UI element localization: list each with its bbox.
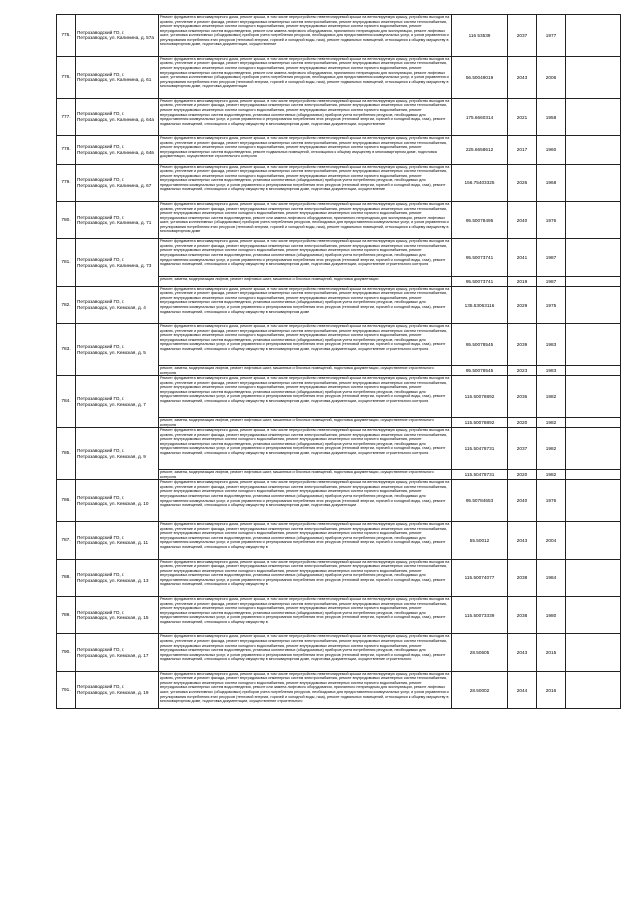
row-number: 778. [57, 136, 76, 164]
house-address: Петрозаводский ГО, г. Петрозаводск, ул. Калинина, д. 73 [76, 239, 159, 286]
planned-year: 2043 [508, 56, 537, 98]
cost-value: 56.50049019 [452, 56, 508, 98]
row-number: 784. [57, 376, 76, 428]
works-list [159, 634, 452, 671]
planned-year: 2043 [508, 634, 537, 671]
planned-year: 2041 [508, 239, 537, 276]
table-row [57, 376, 621, 418]
cost-value: 115.50478731 [452, 428, 508, 470]
planned-year: 2017 [508, 136, 537, 164]
works-list [159, 522, 452, 559]
table-row [57, 286, 621, 323]
planned-year: 2021 [508, 98, 537, 135]
works-list [159, 164, 452, 201]
planned-year: 2038 [508, 597, 537, 634]
house-address: Петрозаводский ГО, г. Петрозаводск, ул. Кемская, д. 17 [76, 634, 159, 671]
build-year: 1976 [537, 201, 566, 238]
planned-year: 2039 [508, 324, 537, 366]
empty-cell [566, 324, 621, 366]
house-address: Петрозаводский ГО, г. Петрозаводск, ул. Калинина, д. 64а [76, 98, 159, 135]
house-address: Петрозаводский ГО, г. Петрозаводск, ул. Калинина, д. 64в [76, 136, 159, 164]
works-list-text: Ремонт фундамента многоквартирного дома, ремонт крыши, в том числе переустройство невентилируемой крыши на вентилируемую крышу, устройство выходов на кровлю, утепление и ремонт фасада, ремонт внутридомовых инженерных систем электроснабжения, ремонт внутридомовых инженерных систем теплоснабжения, ремонт внутридомовых инженерных систем холодного водоснабжения, ремонт внутридомовых инженерных систем горячего водоснабжения, ремонт внутридомовых инженерных систем водоотведения, ремонт или замена лифтового оборудования, признанного непригодным для эксплуатации, ремонт лифтовых шахт, установка коллективных (общедомовых) приборов учета потребления ресурсов, необходимых для предоставления коммунальных услуг, и узлов управления и регулирования потребления этих ресурсов (тепловой энергии, горячей и холодной воды, газа), ремонт подвальных помещений, относящихся к общему имуществу в многоквартирном доме, подготовка документации [160, 56, 450, 89]
build-year: 1977 [537, 15, 566, 57]
works-list-lift-text: ремонт, замена, модернизация лифтов, ремонт лифтовых шахт, машинных и блочных помещений, подготовка документации [160, 276, 379, 281]
row-number: 780. [57, 201, 76, 238]
build-year: 1975 [537, 286, 566, 323]
works-list-text: Ремонт фундамента многоквартирного дома, ремонт крыши, в том числе переустройство невентилируемой крыши на вентилируемую крышу, устройство выходов на кровлю, утепление и ремонт фасада, ремонт внутридомовых инженерных систем электроснабжения, ремонт внутридомовых инженерных систем теплоснабжения, ремонт внутридомовых инженерных систем холодного водоснабжения, ремонт внутридомовых инженерных систем горячего водоснабжения, ремонт внутридомовых инженерных систем водоотведения, установка коллективных (общедомовых) приборов учета потребления ресурсов, необходимых для предоставления коммунальных услуг, и узлов управления и регулирования потребления этих ресурсов (тепловой энергии, горячей и холодной воды, газа), ремонт подвальных помещений, относящихся к общему имуществу в многоквартирном доме, подготовка документации, осуществление строительного контроля [160, 239, 450, 267]
planned-year: 2023 [508, 366, 537, 376]
row-number: 785. [57, 428, 76, 480]
planned-year: 2044 [508, 671, 537, 708]
build-year: 1984 [537, 559, 566, 596]
row-number: 783. [57, 324, 76, 376]
house-address: Петрозаводский ГО, г. Петрозаводск, ул. Кемская, д. 5 [76, 324, 159, 376]
row-number: 782. [57, 286, 76, 323]
empty-cell [566, 366, 621, 376]
works-list-text: Ремонт фундамента многоквартирного дома, ремонт крыши, в том числе переустройство невентилируемой крыши на вентилируемую крышу, устройство выходов на кровлю, утепление и ремонт фасада, ремонт внутридомовых инженерных систем электроснабжения, ремонт внутридомовых инженерных систем теплоснабжения, ремонт внутридомовых инженерных систем холодного водоснабжения, ремонт внутридомовых инженерных систем горячего водоснабжения, ремонт внутридомовых инженерных систем водоотведения, ремонт или замена лифтового оборудования, признанного непригодным для эксплуатации, ремонт лифтовых шахт, установка коллективных (общедомовых) приборов учета потребления ресурсов, необходимых для предоставления коммунальных услуг, и узлов управления и регулирования потребления этих ресурсов (тепловой энергии, горячей и холодной воды, газа), ремонт подвальных помещений, относящихся к общему имуществу в многоквартирном доме, подготовка документации, осуществление строительного [160, 671, 450, 704]
table-row [57, 634, 621, 671]
empty-cell [566, 428, 621, 470]
planned-year: 2038 [508, 559, 537, 596]
table-row [57, 324, 621, 366]
build-year: 1958 [537, 98, 566, 135]
works-list [159, 597, 452, 634]
works-list-text: Ремонт фундамента многоквартирного дома, ремонт крыши, в том числе переустройство невентилируемой крыши на вентилируемую крышу, устройство выходов на кровлю, утепление и ремонт фасада, ремонт внутридомовых инженерных систем электроснабжения, ремонт внутридомовых инженерных систем теплоснабжения, ремонт внутридомовых инженерных систем холодного водоснабжения, ремонт внутридомовых инженерных систем горячего водоснабжения, ремонт внутридомовых инженерных систем водоотведения, установка коллективных (общедомовых) приборов учета потребления ресурсов, необходимых для предоставления коммунальных услуг, и узлов управления и регулирования потребления этих ресурсов (тепловой энергии, горячей и холодной воды, газа), ремонт подвальных помещений, относящихся к общему имуществу в [160, 597, 450, 624]
works-list [159, 671, 452, 708]
cost-value: 95.50073741 [452, 239, 508, 276]
build-year: 1982 [537, 376, 566, 418]
row-number: 791. [57, 671, 76, 708]
planned-year: 2037 [508, 15, 537, 57]
planned-year: 2043 [508, 522, 537, 559]
works-list-lift [159, 366, 452, 376]
works-list-text: Ремонт фундамента многоквартирного дома, ремонт крыши, в том числе переустройство невентилируемой крыши на вентилируемую крышу, устройство выходов на кровлю, утепление и ремонт фасада, ремонт внутридомовых инженерных систем электроснабжения, ремонт внутридомовых инженерных систем теплоснабжения, ремонт внутридомовых инженерных систем холодного водоснабжения, ремонт внутридомовых инженерных систем горячего водоснабжения, ремонт внутридомовых инженерных систем водоотведения, установка коллективных (общедомовых) приборов учета потребления ресурсов, необходимых для предоставления коммунальных услуг, и узлов управления и регулирования потребления этих ресурсов (тепловой энергии, горячей и холодной воды, газа), ремонт подвальных помещений, относящихся к общему имуществу в многоквартирном доме [160, 286, 450, 314]
house-address: Петрозаводский ГО, г. Петрозаводск, ул. Кемская, д. 9 [76, 428, 159, 480]
row-number: 781. [57, 239, 76, 286]
works-list-text: Ремонт фундамента многоквартирного дома, ремонт крыши, в том числе переустройство невентилируемой крыши на вентилируемую крышу, устройство выходов на кровлю, утепление и ремонт фасада, ремонт внутридомовых инженерных систем электроснабжения, ремонт внутридомовых инженерных систем теплоснабжения, ремонт внутридомовых инженерных систем холодного водоснабжения, ремонт внутридомовых инженерных систем горячего водоснабжения, ремонт внутридомовых инженерных систем водоотведения, ремонт подвальных помещений, относящихся к общему имуществу в многоквартирном доме, подготовка документации, осуществление строительного контроля [160, 136, 450, 159]
build-year: 1976 [537, 480, 566, 522]
empty-cell [566, 671, 621, 708]
row-number: 776. [57, 56, 76, 98]
build-year: 1960 [537, 136, 566, 164]
table-row [57, 98, 621, 135]
cost-value: 55.50012 [452, 522, 508, 559]
table-row [57, 201, 621, 238]
works-list-text: Ремонт фундамента многоквартирного дома, ремонт крыши, в том числе переустройство невентилируемой крыши на вентилируемую крышу, устройство выходов на кровлю, утепление и ремонт фасада, ремонт внутридомовых инженерных систем электроснабжения, ремонт внутридомовых инженерных систем теплоснабжения, ремонт внутридомовых инженерных систем холодного водоснабжения, ремонт внутридомовых инженерных систем горячего водоснабжения, ремонт внутридомовых инженерных систем водоотведения, установка коллективных (общедомовых) приборов учета потребления ресурсов, необходимых для предоставления коммунальных услуг, и узлов управления и регулирования потребления этих ресурсов (тепловой энергии, горячей и холодной воды, газа), ремонт подвальных помещений, относящихся к общему имуществу в многоквартирном доме, подготовка документации, осуществление строительного контроля [160, 376, 450, 403]
planned-year: 2019 [508, 276, 537, 286]
table-row [57, 164, 621, 201]
table-row [57, 597, 621, 634]
empty-cell [566, 522, 621, 559]
row-number: 775. [57, 15, 76, 57]
build-year: 2006 [537, 56, 566, 98]
build-year: 1980 [537, 597, 566, 634]
works-list [159, 559, 452, 596]
works-list [159, 15, 452, 57]
build-year: 1987 [537, 276, 566, 286]
cost-value: 28.50605 [452, 634, 508, 671]
cost-value: 156.75403325 [452, 164, 508, 201]
empty-cell [566, 239, 621, 276]
cost-value: 225.6658612 [452, 136, 508, 164]
house-address: Петрозаводский ГО, г. Петрозаводск, ул. Кемская, д. 10 [76, 480, 159, 522]
planned-year: 2040 [508, 480, 537, 522]
empty-cell [566, 15, 621, 57]
empty-cell [566, 559, 621, 596]
works-list [159, 376, 452, 418]
works-list-text: Ремонт фундамента многоквартирного дома, ремонт крыши, в том числе переустройство невентилируемой крыши на вентилируемую крышу, устройство выходов на кровлю, утепление и ремонт фасада, ремонт внутридомовых инженерных систем электроснабжения, ремонт внутридомовых инженерных систем теплоснабжения, ремонт внутридомовых инженерных систем холодного водоснабжения, ремонт внутридомовых инженерных систем горячего водоснабжения, ремонт внутридомовых инженерных систем водоотведения, установка коллективных (общедомовых) приборов учета потребления ресурсов, необходимых для предоставления коммунальных услуг, и узлов управления и регулирования потребления этих ресурсов (тепловой энергии, горячей и холодной воды, газа), ремонт подвальных помещений, относящихся к общему имуществу в многоквартирном доме, подготовка документации [160, 480, 450, 508]
empty-cell [566, 634, 621, 671]
cost-value: 95.50073741 [452, 276, 508, 286]
build-year: 2015 [537, 634, 566, 671]
empty-cell [566, 470, 621, 480]
build-year: 1968 [537, 164, 566, 201]
row-number: 787. [57, 522, 76, 559]
house-address: Петрозаводский ГО, г. Петрозаводск, ул. Кемская, д. 4 [76, 286, 159, 323]
empty-cell [566, 136, 621, 164]
build-year: 2004 [537, 522, 566, 559]
cost-value: 135.53063116 [452, 286, 508, 323]
house-address: Петрозаводский ГО, г. Петрозаводск, ул. Калинина, д. 71 [76, 201, 159, 238]
house-address: Петрозаводский ГО, г. Петрозаводск, ул. Кемская, д. 15 [76, 597, 159, 634]
cost-value: 95.50784653 [452, 480, 508, 522]
empty-cell [566, 418, 621, 428]
empty-cell [566, 164, 621, 201]
row-number: 790. [57, 634, 76, 671]
planned-year: 2020 [508, 418, 537, 428]
empty-cell [566, 286, 621, 323]
works-list [159, 201, 452, 238]
build-year: 1982 [537, 470, 566, 480]
cost-value: 28.50002 [452, 671, 508, 708]
planned-year: 2020 [508, 470, 537, 480]
works-list-text: Ремонт фундамента многоквартирного дома, ремонт крыши, в том числе переустройство невентилируемой крыши на вентилируемую крышу, устройство выходов на кровлю, утепление и ремонт фасада, ремонт внутридомовых инженерных систем электроснабжения, ремонт внутридомовых инженерных систем теплоснабжения, ремонт внутридомовых инженерных систем холодного водоснабжения, ремонт внутридомовых инженерных систем горячего водоснабжения, ремонт внутридомовых инженерных систем водоотведения, установка коллективных (общедомовых) приборов учета потребления ресурсов, необходимых для предоставления коммунальных услуг, и узлов управления и регулирования потребления этих ресурсов (тепловой энергии, горячей и холодной воды, газа), ремонт подвальных помещений, относящихся к общему имуществу в многоквартирном доме, подготовка документации, осуществление строительного [160, 634, 450, 662]
works-list [159, 428, 452, 470]
works-list [159, 136, 452, 164]
works-list-lift [159, 276, 452, 286]
works-list-text: Ремонт фундамента многоквартирного дома, ремонт крыши, в том числе переустройство невентилируемой крыши на вентилируемую крышу, устройство выходов на кровлю, утепление и ремонт фасада, ремонт внутридомовых инженерных систем электроснабжения, ремонт внутридомовых инженерных систем теплоснабжения, ремонт внутридомовых инженерных систем холодного водоснабжения, ремонт внутридомовых инженерных систем горячего водоснабжения, ремонт внутридомовых инженерных систем водоотведения, установка коллективных (общедомовых) приборов учета потребления ресурсов, необходимых для предоставления коммунальных услуг, и узлов управления и регулирования потребления этих ресурсов (тепловой энергии, горячей и холодной воды, газа), ремонт подвальных помещений, относящихся к общему имуществу в многоквартирном доме, подготовка документации, осуществление [160, 98, 450, 126]
house-address: Петрозаводский ГО, г. Петрозаводск, ул. Калинина, д. 57а [76, 15, 159, 57]
build-year: 1987 [537, 239, 566, 276]
house-address: Петрозаводский ГО, г. Петрозаводск, ул. Кемская, д. 19 [76, 671, 159, 708]
table-row [57, 559, 621, 596]
table-row [57, 56, 621, 98]
works-list [159, 324, 452, 366]
works-list-lift-text: ремонт, замена, модернизация лифтов, ремонт лифтовых шахт, машинных и блочных помещений, подготовка документации, осуществление строительного контроля [160, 366, 434, 375]
row-number: 788. [57, 559, 76, 596]
cost-value: 116 53539 [452, 15, 508, 57]
works-list-lift [159, 470, 452, 480]
build-year: 1982 [537, 428, 566, 470]
cost-value: 115.50078892 [452, 376, 508, 418]
works-list-text: Ремонт фундамента многоквартирного дома, ремонт крыши, в том числе переустройство невентилируемой крыши на вентилируемую крышу, устройство выходов на кровлю, утепление и ремонт фасада, ремонт внутридомовых инженерных систем электроснабжения, ремонт внутридомовых инженерных систем теплоснабжения, ремонт внутридомовых инженерных систем холодного водоснабжения, ремонт внутридомовых инженерных систем горячего водоснабжения, ремонт внутридомовых инженерных систем водоотведения, установка коллективных (общедомовых) приборов учета потребления ресурсов, необходимых для предоставления коммунальных услуг, и узлов управления и регулирования потребления этих ресурсов (тепловой энергии, горячей и холодной воды, газа), ремонт подвальных помещений, относящихся к общему имуществу в многоквартирном доме, подготовка документации, осуществление [160, 164, 450, 192]
works-list-text: Ремонт фундамента многоквартирного дома, ремонт крыши, в том числе переустройство невентилируемой крыши на вентилируемую крышу, устройство выходов на кровлю, утепление и ремонт фасада, ремонт внутридомовых инженерных систем электроснабжения, ремонт внутридомовых инженерных систем теплоснабжения, ремонт внутридомовых инженерных систем холодного водоснабжения, ремонт внутридомовых инженерных систем горячего водоснабжения, ремонт внутридомовых инженерных систем водоотведения, установка коллективных (общедомовых) приборов учета потребления ресурсов, необходимых для предоставления коммунальных услуг, и узлов управления и регулирования потребления этих ресурсов (тепловой энергии, горячей и холодной воды, газа), ремонт подвальных помещений, относящихся к общему имуществу в многоквартирном доме, подготовка документации, осуществление строительного контроля [160, 324, 450, 351]
row-number: 789. [57, 597, 76, 634]
works-list-lift-text: ремонт, замена, модернизация лифтов, ремонт лифтовых шахт, машинных и блочных помещений, подготовка документации, осуществление строительного контроля [160, 418, 434, 427]
row-number: 786. [57, 480, 76, 522]
row-number: 777. [57, 98, 76, 135]
works-list-text: Ремонт фундамента многоквартирного дома, ремонт крыши, в том числе переустройство невентилируемой крыши на вентилируемую крышу, устройство выходов на кровлю, утепление и ремонт фасада, ремонт внутридомовых инженерных систем электроснабжения, ремонт внутридомовых инженерных систем теплоснабжения, ремонт внутридомовых инженерных систем холодного водоснабжения, ремонт внутридомовых инженерных систем горячего водоснабжения, ремонт внутридомовых инженерных систем водоотведения, установка коллективных (общедомовых) приборов учета потребления ресурсов, необходимых для предоставления коммунальных услуг, и узлов управления и регулирования потребления этих ресурсов (тепловой энергии, горячей и холодной воды, газа), ремонт подвальных помещений, относящихся к общему имуществу в [160, 559, 450, 587]
cost-value: 115.50074077 [452, 559, 508, 596]
house-address: Петрозаводский ГО, г. Петрозаводск, ул. Калинина, д. 61 [76, 56, 159, 98]
cost-value: 115.50073339 [452, 597, 508, 634]
planned-year: 2040 [508, 201, 537, 238]
house-address: Петрозаводский ГО, г. Петрозаводск, ул. Кемская, д. 11 [76, 522, 159, 559]
cost-value: 95.50078495 [452, 201, 508, 238]
table-row [57, 428, 621, 470]
table-row [57, 522, 621, 559]
works-list [159, 56, 452, 98]
table-row [57, 15, 621, 57]
works-list-text: Ремонт фундамента многоквартирного дома, ремонт крыши, в том числе переустройство невентилируемой крыши на вентилируемую крышу, устройство выходов на кровлю, утепление и ремонт фасада, ремонт внутридомовых инженерных систем электроснабжения, ремонт внутридомовых инженерных систем теплоснабжения, ремонт внутридомовых инженерных систем холодного водоснабжения, ремонт внутридомовых инженерных систем горячего водоснабжения, ремонт внутридомовых инженерных систем водоотведения, установка коллективных (общедомовых) приборов учета потребления ресурсов, необходимых для предоставления коммунальных услуг, и узлов управления и регулирования потребления этих ресурсов (тепловой энергии, горячей и холодной воды, газа), ремонт подвальных помещений, относящихся к общему имуществу в [160, 522, 450, 549]
planned-year: 2026 [508, 164, 537, 201]
works-list-lift [159, 418, 452, 428]
empty-cell [566, 201, 621, 238]
row-number: 779. [57, 164, 76, 201]
cost-value: 95.50078545 [452, 324, 508, 366]
works-list [159, 480, 452, 522]
table-body [57, 15, 621, 709]
empty-cell [566, 376, 621, 418]
cost-value: 115.50478731 [452, 470, 508, 480]
works-list [159, 239, 452, 276]
works-list [159, 98, 452, 135]
table-row [57, 480, 621, 522]
table-row [57, 671, 621, 708]
build-year: 1983 [537, 366, 566, 376]
works-list [159, 286, 452, 323]
empty-cell [566, 480, 621, 522]
build-year: 1982 [537, 418, 566, 428]
planned-year: 2036 [508, 376, 537, 418]
planned-year: 2037 [508, 428, 537, 470]
empty-cell [566, 276, 621, 286]
empty-cell [566, 98, 621, 135]
works-list-lift-text: ремонт, замена, модернизация лифтов, ремонт лифтовых шахт, машинных и блочных помещений, подготовка документации, осуществление строительного контроля [160, 470, 434, 479]
table-row [57, 136, 621, 164]
house-address: Петрозаводский ГО, г. Петрозаводск, ул. Кемская, д. 7 [76, 376, 159, 428]
works-list-text: Ремонт фундамента многоквартирного дома, ремонт крыши, в том числе переустройство невентилируемой крыши на вентилируемую крышу, устройство выходов на кровлю, утепление и ремонт фасада, ремонт внутридомовых инженерных систем электроснабжения, ремонт внутридомовых инженерных систем теплоснабжения, ремонт внутридомовых инженерных систем холодного водоснабжения, ремонт внутридомовых инженерных систем горячего водоснабжения, ремонт внутридомовых инженерных систем водоотведения, ремонт или замена лифтового оборудования, признанного непригодным для эксплуатации, ремонт лифтовых шахт, установка коллективных (общедомовых) приборов учета потребления ресурсов, необходимых для предоставления коммунальных услуг, и узлов управления и регулирования потребления этих ресурсов (тепловой энергии, горячей и холодной воды, газа), ремонт подвальных помещений, относящихся к общему имуществу в многоквартирном доме, подготовка документации, осуществление [160, 15, 450, 47]
table-row [57, 239, 621, 276]
empty-cell [566, 597, 621, 634]
register-page [56, 14, 601, 709]
cost-value: 175.6660314 [452, 98, 508, 135]
house-address: Петрозаводский ГО, г. Петрозаводск, ул. Кемская, д. 13 [76, 559, 159, 596]
planned-year: 2029 [508, 286, 537, 323]
cost-value: 115.50078892 [452, 418, 508, 428]
build-year: 1983 [537, 324, 566, 366]
cost-value: 95.50078545 [452, 366, 508, 376]
build-year: 2016 [537, 671, 566, 708]
house-address: Петрозаводский ГО, г. Петрозаводск, ул. Калинина, д. 67 [76, 164, 159, 201]
capital-repair-table [56, 14, 621, 709]
works-list-text: Ремонт фундамента многоквартирного дома, ремонт крыши, в том числе переустройство невентилируемой крыши на вентилируемую крышу, устройство выходов на кровлю, утепление и ремонт фасада, ремонт внутридомовых инженерных систем электроснабжения, ремонт внутридомовых инженерных систем теплоснабжения, ремонт внутридомовых инженерных систем холодного водоснабжения, ремонт внутридомовых инженерных систем горячего водоснабжения, ремонт внутридомовых инженерных систем водоотведения, установка коллективных (общедомовых) приборов учета потребления ресурсов, необходимых для предоставления коммунальных услуг, и узлов управления и регулирования потребления этих ресурсов (тепловой энергии, горячей и холодной воды, газа), ремонт подвальных помещений, относящихся к общему имуществу в многоквартирном доме, подготовка документации, осуществление строительного контроля [160, 428, 450, 456]
empty-cell [566, 56, 621, 98]
works-list-text: Ремонт фундамента многоквартирного дома, ремонт крыши, в том числе переустройство невентилируемой крыши на вентилируемую крышу, устройство выходов на кровлю, утепление и ремонт фасада, ремонт внутридомовых инженерных систем электроснабжения, ремонт внутридомовых инженерных систем теплоснабжения, ремонт внутридомовых инженерных систем холодного водоснабжения, ремонт внутридомовых инженерных систем горячего водоснабжения, ремонт внутридомовых инженерных систем водоотведения, ремонт или замена лифтового оборудования, признанного непригодным для эксплуатации, ремонт лифтовых шахт, установка коллективных (общедомовых) приборов учета потребления ресурсов, необходимых для предоставления коммунальных услуг, и узлов управления и регулирования потребления этих ресурсов (тепловой энергии, горячей и холодной воды, газа), ремонт подвальных помещений, относящихся к общему имуществу в многоквартирном доме [160, 201, 450, 234]
